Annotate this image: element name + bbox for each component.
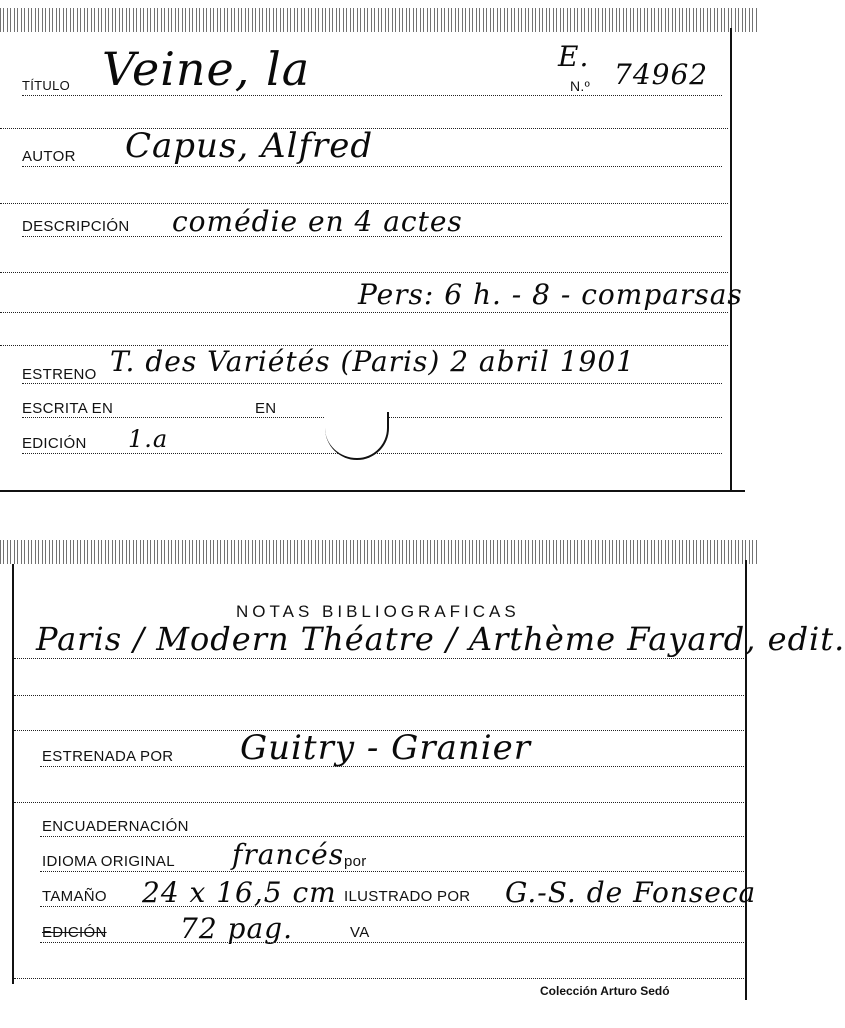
tamano-label: TAMAÑO <box>42 888 107 905</box>
card-left-border <box>12 564 14 984</box>
titulo-label: TÍTULO <box>22 78 71 93</box>
ilustrado-value: G.-S. de Fonseca <box>505 876 757 909</box>
blank-line-back <box>14 802 744 803</box>
encuadernacion-label: ENCUADERNACIÓN <box>42 818 189 835</box>
number-value: 74962 <box>614 58 709 91</box>
descripcion-value-2: Pers: 6 h. - 8 - comparsas <box>358 278 743 311</box>
estreno-label: ESTRENO <box>22 366 97 383</box>
descripcion-value: comédie en 4 actes <box>172 205 463 238</box>
notes-line-2 <box>14 695 744 696</box>
bottom-line-back <box>14 978 744 979</box>
collection-footer: Colección Arturo Sedó <box>540 984 670 998</box>
notes-value: Paris / Modern Théatre / Arthème Fayard, edit. <box>36 620 845 658</box>
blank-line-2 <box>0 203 728 204</box>
autor-value: Capus, Alfred <box>125 126 374 166</box>
idioma-value: francés <box>232 838 345 871</box>
tamano-value: 24 x 16,5 cm <box>142 876 337 909</box>
edicion-label-back: EDICIÓN <box>42 924 107 941</box>
idioma-label: IDIOMA ORIGINAL <box>42 853 175 870</box>
autor-line <box>22 166 722 167</box>
blank-line-3 <box>0 272 728 273</box>
card-bottom-edge <box>0 490 745 492</box>
autor-label: AUTOR <box>22 148 76 165</box>
edicion-value: 1.a <box>128 425 169 453</box>
idioma-line <box>40 871 744 872</box>
encuadernacion-line <box>40 836 744 837</box>
titulo-value: Veine, la <box>102 42 311 96</box>
edicion-line-back <box>40 942 744 943</box>
edicion-label: EDICIÓN <box>22 435 87 452</box>
tamano-line <box>40 906 744 907</box>
ilustrado-label: ILUSTRADO POR <box>344 888 471 905</box>
edicion-value-back: 72 pag. <box>180 912 293 945</box>
scan-noise-top <box>0 8 759 32</box>
estreno-value: T. des Variétés (Paris) 2 abril 1901 <box>110 345 635 378</box>
estrenada-value: Guitry - Granier <box>240 728 531 768</box>
scan-noise-top <box>0 540 759 564</box>
catalog-card-front <box>0 0 759 495</box>
en-label: EN <box>255 400 277 417</box>
number-prefix: E. <box>558 40 590 73</box>
estreno-line <box>22 383 722 384</box>
por-label: por <box>344 853 367 870</box>
notes-line-1 <box>14 658 744 659</box>
valor-label: VA <box>350 924 370 941</box>
descripcion-line-2 <box>0 312 728 313</box>
escrita-label: ESCRITA EN <box>22 400 114 417</box>
notes-title: NOTAS BIBLIOGRAFICAS <box>236 602 520 621</box>
card-right-border <box>730 28 732 490</box>
number-label: N.º <box>570 78 591 94</box>
estrenada-label: ESTRENADA POR <box>42 748 174 765</box>
descripcion-label: DESCRIPCIÓN <box>22 218 130 235</box>
